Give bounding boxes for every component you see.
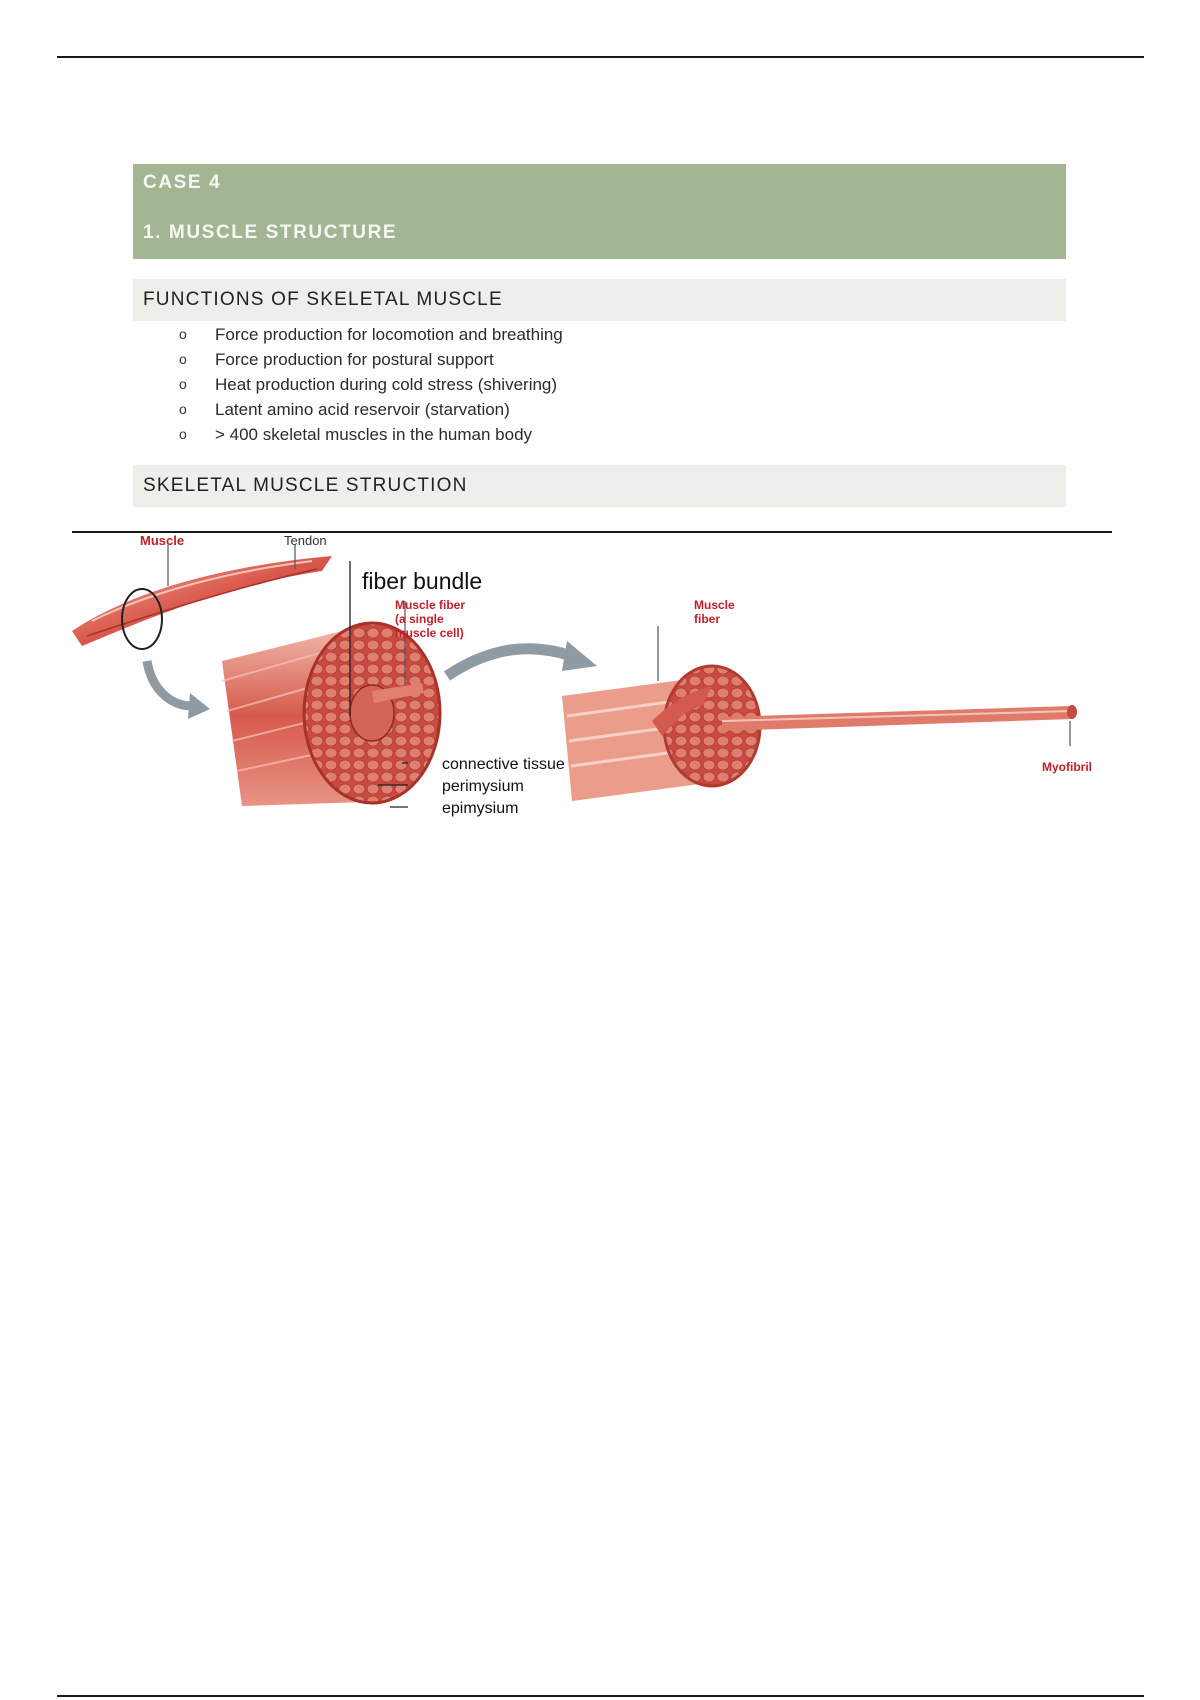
section-title: 1. MUSCLE STRUCTURE [143,222,398,243]
muscle-structure-figure [72,531,1112,821]
list-item: o > 400 skeletal muscles in the human body [175,422,563,447]
functions-list [175,322,563,447]
list-item: o Latent amino acid reservoir (starvation) [175,397,563,422]
label-myofibril: Myofibril [1042,760,1092,774]
label-fiber-right-2: fiber [694,612,721,626]
label-epimysium: epimysium [442,800,519,817]
list-item: o Heat production during cold stress (shivering) [175,372,563,397]
bullet-icon: o [179,426,187,442]
label-muscle-fiber-2: (a single [395,612,444,626]
label-tendon: Tendon [284,533,327,548]
arrow-head-icon [188,693,210,719]
bottom-rule [57,1695,1144,1697]
top-rule [57,56,1144,58]
bullet-icon: o [179,401,187,417]
bullet-icon: o [179,351,187,367]
list-item: o Force production for locomotion and breathing [175,322,563,347]
bullet-icon: o [179,376,187,392]
label-muscle-fiber-3: muscle cell) [395,626,464,640]
case-banner [133,164,1066,259]
label-fiber-bundle: fiber bundle [362,568,483,594]
arrow-icon [447,649,572,676]
case-label: CASE 4 [143,172,222,193]
bullet-icon: o [179,326,187,342]
muscle-fiber-illustration [562,626,1077,801]
arrow-icon [147,661,192,706]
arrow-head-icon [562,641,597,671]
label-connective-tissue: connective tissue [442,756,565,773]
structure-heading: SKELETAL MUSCLE STRUCTION [133,465,1066,507]
label-muscle: Muscle [140,533,185,548]
whole-muscle [72,545,332,649]
label-muscle-fiber-1: Muscle fiber [395,598,466,612]
list-item: o Force production for postural support [175,347,563,372]
label-perimysium: perimysium [442,778,524,795]
label-fiber-right-1: Muscle [694,598,735,612]
functions-heading: FUNCTIONS OF SKELETAL MUSCLE [133,279,1066,321]
